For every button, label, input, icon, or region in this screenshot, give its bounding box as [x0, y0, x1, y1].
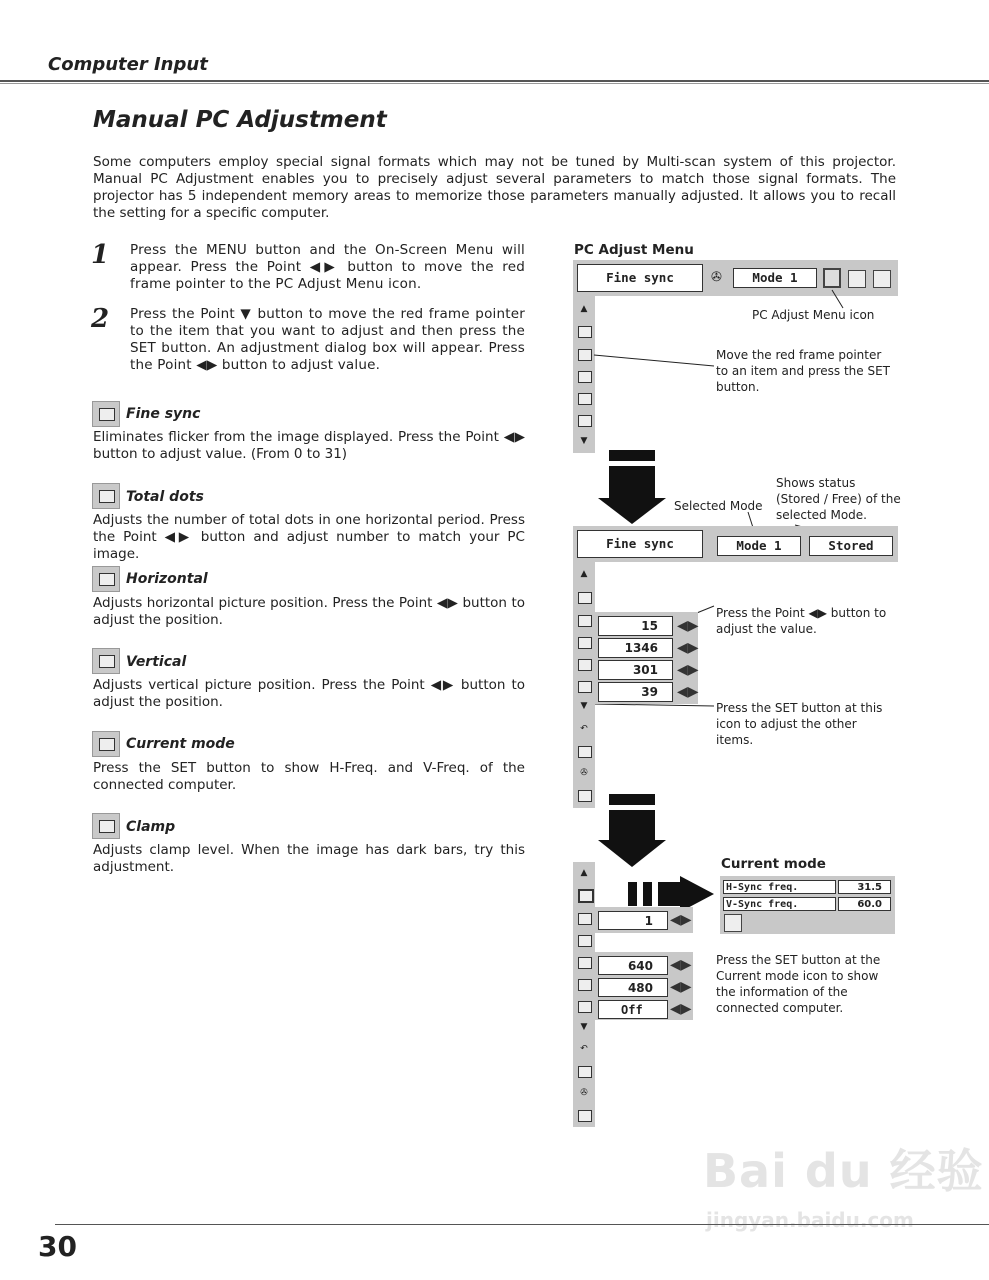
note-current-info: Press the SET button at the Current mode icon to show the information of the connected computer.	[716, 953, 881, 1015]
note-selected-mode: Selected Mode	[674, 499, 763, 513]
side-icon-f	[578, 1066, 592, 1078]
left-right-arrows-icon: ◀▶	[670, 957, 692, 973]
exit-icon	[578, 1110, 592, 1122]
vertical-title: Vertical	[126, 654, 187, 670]
current-mode-title: Current mode	[126, 736, 235, 752]
note-adjust-value: Press the Point ◀▶ button to adjust the value.	[716, 606, 887, 636]
menu-2-value-fine-sync: 15	[598, 616, 673, 636]
intro-paragraph: Some computers employ special signal formats which may not be tuned by Multi-scan system of this projector. Manual PC Adjustment enables you to precisely adjust several parameters to match those signal formats. The projector has 5 independent memory areas to memorize those parameters manually adjusted. It allows you to recall the setting for a specific computer.	[93, 154, 896, 221]
side-icon-f	[578, 746, 592, 758]
clamp-title: Clamp	[126, 819, 176, 835]
current-mode-side-icon	[578, 889, 594, 903]
menu-3-value-b: 640	[598, 956, 668, 975]
side-icon-b	[578, 935, 592, 947]
menu-2-value-total-dots: 1346	[598, 638, 673, 658]
menu-3-value-c: 480	[598, 978, 668, 997]
triangle-up-icon: ▲	[580, 569, 588, 579]
section-label: Computer Input	[48, 54, 208, 75]
triangle-up-icon: ▲	[580, 868, 588, 878]
undo-icon: ↶	[580, 724, 588, 734]
fine-sync-title: Fine sync	[126, 406, 201, 422]
watermark-url: jingyan.baidu.com	[706, 1208, 914, 1232]
watermark-logo: Bai du 经验	[703, 1144, 984, 1198]
side-icon-c	[578, 637, 592, 649]
menu-1-mode-field: Mode 1	[733, 268, 817, 288]
left-right-arrows-icon: ◀▶	[677, 618, 699, 634]
menu-2-item-field: Fine sync	[577, 530, 703, 558]
horizontal-title: Horizontal	[126, 571, 208, 587]
pc-adjust-menu-label: PC Adjust Menu	[574, 242, 694, 258]
menu-2-mode-field: Mode 1	[717, 536, 801, 556]
exit-icon	[724, 914, 742, 932]
gear-icon: ✇	[580, 1088, 588, 1098]
step-1-text: Press the MENU button and the On-Screen Menu will appear. Press the Point ◀▶ button to move the red frame pointer to the PC Adjust Menu icon.	[130, 242, 525, 292]
menu-2-side	[573, 562, 595, 808]
h-sync-value: 31.5	[838, 880, 891, 894]
side-icon-d	[578, 979, 592, 991]
total-dots-desc: Adjusts the number of total dots in one horizontal period. Press the Point ◀▶ button and adjust number to match your PC image.	[93, 512, 525, 562]
side-icon-e	[578, 1001, 592, 1013]
side-icon-e	[578, 681, 592, 693]
page-title: Manual PC Adjustment	[93, 107, 387, 133]
page-number: 30	[38, 1230, 77, 1263]
triangle-down-icon: ▼	[580, 1022, 588, 1032]
current-mode-desc: Press the SET button to show H-Freq. and V-Freq. of the connected computer.	[93, 760, 525, 793]
menu-2-value-horizontal: 301	[598, 660, 673, 680]
left-right-arrows-icon: ◀▶	[670, 1001, 692, 1017]
v-sync-label: V-Sync freq.	[723, 897, 836, 911]
left-right-arrows-icon: ◀▶	[677, 684, 699, 700]
undo-icon: ↶	[580, 1044, 588, 1054]
triangle-down-icon: ▼	[580, 436, 588, 446]
left-right-arrows-icon: ◀▶	[670, 912, 692, 928]
menu-2-value-vertical: 39	[598, 682, 673, 702]
side-icon-d	[578, 659, 592, 671]
left-right-arrows-icon: ◀▶	[677, 640, 699, 656]
menu-3-side	[573, 862, 595, 1127]
side-icon-a	[578, 913, 592, 925]
step-2-number: 2	[91, 304, 110, 334]
triangle-down-icon: ▼	[580, 701, 588, 711]
menu-1-item-icon: ✇	[711, 270, 722, 285]
menu-3-value-a: 1	[598, 911, 668, 930]
note-status: Shows status (Stored / Free) of the selected Mode.	[776, 476, 901, 522]
h-sync-label: H-Sync freq.	[723, 880, 836, 894]
current-mode-label: Current mode	[721, 856, 826, 872]
note-set-other: Press the SET button at this icon to adjust the other items.	[716, 701, 883, 747]
step-2-text: Press the Point ▼ button to move the red frame pointer to the item that you want to adjust and then press the SET button. An adjustment dialog box will appear. Press the Point ◀▶ button to adjust value.	[130, 306, 525, 373]
note-move-pointer: Move the red frame pointer to an item and press the SET button.	[716, 348, 890, 394]
side-icon-c	[578, 957, 592, 969]
total-dots-title: Total dots	[126, 489, 204, 505]
v-sync-value: 60.0	[838, 897, 891, 911]
exit-icon	[578, 790, 592, 802]
side-icon-a	[578, 592, 592, 604]
menu-3-value-d: Off	[598, 1000, 668, 1019]
left-right-arrows-icon: ◀▶	[677, 662, 699, 678]
left-right-arrows-icon: ◀▶	[670, 979, 692, 995]
vertical-desc: Adjusts vertical picture position. Press the Point ◀▶ button to adjust the position.	[93, 677, 525, 710]
clamp-desc: Adjusts clamp level. When the image has dark bars, try this adjustment.	[93, 842, 525, 875]
menu-2-status-field: Stored	[809, 536, 893, 556]
horizontal-desc: Adjusts horizontal picture position. Press the Point ◀▶ button to adjust the position.	[93, 595, 525, 628]
menu-1-item-field: Fine sync	[577, 264, 703, 292]
gear-icon: ✇	[580, 768, 588, 778]
note-pc-adjust-icon: PC Adjust Menu icon	[752, 308, 875, 322]
side-icon-b	[578, 615, 592, 627]
footer-rule	[55, 1224, 989, 1225]
fine-sync-desc: Eliminates flicker from the image displayed. Press the Point ◀▶ button to adjust value. (From 0 to 31)	[93, 429, 525, 462]
triangle-up-icon: ▲	[580, 304, 588, 314]
step-1-number: 1	[91, 240, 110, 270]
